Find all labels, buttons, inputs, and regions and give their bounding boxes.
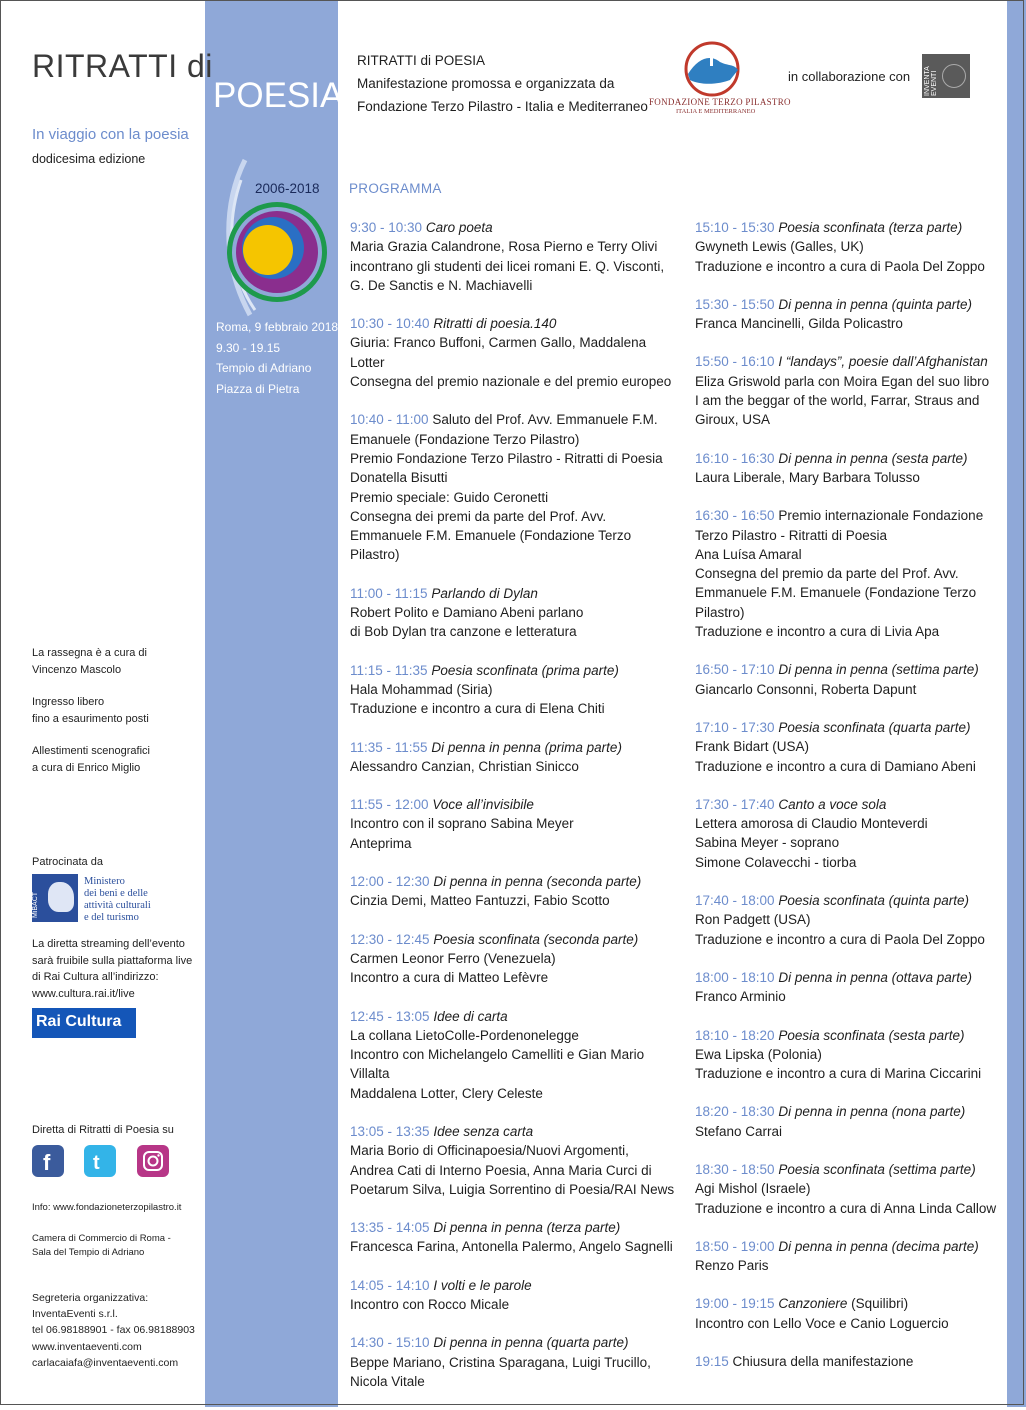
event-title: Canto a voce sola [778,796,887,812]
event-heading [695,1026,1000,1045]
event-heading [350,314,680,333]
event-heading [350,410,680,564]
event-details: Premio internazionale Fondazione Terzo Pilastro - Ritratti di Poesia Ana Luísa Amaral Consegna del premio da parte del Prof. Avv. Emmanuele F.M. Emanuele (Fondazione Terzo Pilastro) Traduzione e incontro a cura di Livia Apa [695,508,984,640]
inventa-logo-mark [942,64,966,88]
event-details: Incontro con il soprano Sabina Meyer Anteprima [350,816,574,851]
event-heading [695,218,1000,237]
years: 2006-2018 [255,181,320,196]
event-time: 18:20 - 18:30 [695,1104,775,1120]
streaming-link[interactable]: www.cultura.rai.it/live [32,987,135,1000]
event-details: Chiusura della manifestazione [728,1354,914,1370]
mibact-logo-text: MiBACT [32,891,39,918]
program-event [350,218,680,295]
event-time: 10:30 - 10:40 [350,316,430,332]
event-heading [350,661,680,680]
edition: dodicesima edizione [32,152,146,166]
event-title: Poesia sconfinata (terza parte) [778,220,963,235]
event-time: 16:10 - 16:30 [695,450,775,466]
event-heading [695,295,1000,314]
event-time: 19:00 - 19:15 [695,1296,775,1312]
event-time: 12:00 - 12:30 [350,874,430,890]
event-details: Maria Grazia Calandrone, Rosa Pierno e Terry Olivi incontrano gli studenti dei licei romani E. Q. Visconti, G. De Sanctis e N. Machiavelli [350,239,665,293]
event-title: Poesia sconfinata (quinta parte) [778,893,969,909]
program-event [350,795,680,853]
event-details: Giuria: Franco Buffoni, Carmen Gallo, Maddalena Lotter Consegna del premio nazionale e del premio europeo [350,335,672,390]
program-event [350,930,680,988]
secretariat-block [32,1290,195,1371]
event-time: 15:30 - 15:50 [695,296,775,312]
event-time: 19:15 [695,1354,729,1370]
promo-line: RITRATTI di POESIA [357,53,486,68]
event-heading [695,449,1000,468]
title-part1: RITRATTI di [32,48,213,84]
event-time: 15:10 - 15:30 [695,220,775,235]
event-heading [350,1333,680,1352]
mibact-line: attività culturali [84,900,151,911]
event-details: Ewa Lipska (Polonia) Traduzione e incontro a cura di Marina Ciccarini [695,1046,982,1082]
inventa-eventi-logo-icon [922,54,970,98]
patronage-label: Patrocinata da [32,856,103,868]
event-title: Di penna in penna (settima parte) [778,662,979,678]
secretariat-line: InventaEventi s.r.l. [32,1308,118,1321]
event-time: 17:30 - 17:40 [695,796,775,812]
event-time: 11:00 - 11:15 [350,585,428,601]
event-title: Di penna in penna (ottava parte) [778,969,972,985]
program-event [695,295,1000,334]
event-title: Poesia sconfinata (sesta parte) [778,1027,965,1043]
entry-line: Ingresso libero [32,696,105,708]
event-time: 15:50 - 16:10 [695,354,775,370]
event-details: Stefano Carrai [695,1123,783,1139]
program-event [695,218,1000,276]
event-heading [695,352,1000,371]
curator-block [32,645,147,678]
program-event [695,795,1000,872]
program-event [350,872,680,911]
event-heading [350,872,680,891]
event-details: Francesca Farina, Antonella Palermo, Angelo Sagnelli [350,1239,673,1255]
program-event [695,660,1000,699]
event-time: 13:05 - 13:35 [350,1123,430,1139]
program-label: PROGRAMMA [349,181,442,196]
program-column-1 [350,218,680,1410]
inventa-logo-text: INVENTA EVENTI [924,66,938,96]
event-heading [350,1122,680,1141]
event-title: Di penna in penna (prima parte) [431,739,622,755]
event-details: Franco Arminio [695,989,786,1005]
streaming-block [32,936,192,1002]
event-heading [350,584,680,603]
secretariat-link[interactable]: www.inventaeventi.com [32,1340,142,1353]
title-part2: POESIA [213,76,344,115]
program-event [695,891,1000,949]
event-heading [350,1276,680,1295]
event-details: Cinzia Demi, Matteo Fantuzzi, Fabio Scotto [350,893,610,909]
program-event [350,314,680,391]
program-event [350,1122,680,1199]
info-site[interactable]: Info: www.fondazioneterzopilastro.it [32,1202,182,1213]
event-details: Giancarlo Consonni, Roberta Dapunt [695,681,917,697]
promo-line: Manifestazione promossa e organizzata da [357,76,615,91]
event-details: Beppe Mariano, Cristina Sparagana, Luigi Trucillo, Nicola Vitale [350,1354,651,1389]
event-time: 12:30 - 12:45 [350,931,430,947]
event-heading [350,218,680,237]
program-event [695,968,1000,1007]
foundation-logo-icon [680,40,744,98]
secretariat-email[interactable]: carlacaiafa@inventaeventi.com [32,1356,179,1369]
venue-block [32,1232,171,1260]
scenography-line: Allestimenti scenografici [32,745,150,757]
collaboration-label: in collaborazione con [788,69,911,84]
event-heading [695,1102,1000,1121]
venue-line: Camera di Commercio di Roma - [32,1233,171,1244]
event-heading [695,968,1000,987]
mibact-logo-icon [32,874,78,922]
event-heading [695,1160,1000,1179]
program-event [350,1333,680,1391]
event-heading [695,891,1000,910]
event-title: Caro poeta [425,220,493,235]
event-hours: 9.30 - 19.15 [216,340,281,355]
event-title: Di penna in penna (decima parte) [778,1238,979,1254]
event-details: La collana LietoColle-Pordenonelegge Incontro con Michelangelo Camelliti e Gian Mario Villalta Maddalena Lotter, Clery Celeste [350,1027,645,1101]
program-event [350,661,680,719]
event-title: Poesia sconfinata (settima parte) [778,1161,976,1177]
event-title: Idee di carta [433,1008,508,1024]
event-details: Laura Liberale, Mary Barbara Tolusso [695,469,920,485]
event-time: 10:40 - 11:00 [350,412,429,428]
event-time: 18:10 - 18:20 [695,1027,775,1043]
event-heading [695,795,1000,814]
secretariat-line: Segreteria organizzativa: [32,1292,149,1304]
entry-block [32,694,149,727]
event-details: Lettera amorosa di Claudio Monteverdi Sabina Meyer - soprano Simone Colavecchi - tiorba [695,816,928,870]
facebook-icon[interactable] [32,1145,64,1177]
event-title: Canzoniere [778,1296,848,1312]
program-event [350,1218,680,1257]
event-time: 18:30 - 18:50 [695,1161,775,1177]
streaming-line: sarà fruibile sulla piattaforma live [32,954,193,967]
event-time: 18:00 - 18:10 [695,969,775,985]
event-title: Di penna in penna (nona parte) [778,1104,966,1120]
program-event [350,738,680,777]
event-title: Di penna in penna (sesta parte) [778,450,968,466]
event-title: Idee senza carta [433,1123,534,1139]
event-details: Incontro con Rocco Micale [350,1297,510,1313]
event-heading [350,1218,680,1237]
instagram-icon[interactable] [137,1145,169,1177]
event-details: (Squilibri) Incontro con Lello Voce e Canio Loguercio [695,1296,949,1331]
program-event [695,718,1000,776]
mibact-line: e del turismo [84,912,139,923]
event-title: Poesia sconfinata (seconda parte) [433,931,639,947]
subtitle: In viaggio con la poesia [32,126,189,143]
program-event [695,1294,1000,1333]
circles-logo-icon [225,200,330,305]
event-heading [350,1007,680,1026]
program-event [695,506,1000,641]
event-heading [350,795,680,814]
event-title: Poesia sconfinata (quarta parte) [778,719,971,735]
event-details: Gwyneth Lewis (Galles, UK) Traduzione e incontro a cura di Paola Del Zoppo [695,239,985,274]
event-details: Maria Borio di Officinapoesia/Nuovi Argomenti, Andrea Cati di Interno Poesia, Anna Maria Curci di Poetarum Silva, Luigia Sorrentino di Poesia/RAI News [350,1143,675,1197]
program-event [695,449,1000,488]
svg-text:f: f [43,1150,51,1175]
event-venue: Tempio di Adriano [216,361,312,375]
twitter-icon[interactable] [84,1145,116,1177]
event-title: Di penna in penna (quarta parte) [433,1335,629,1351]
event-time: 9:30 - 10:30 [350,220,423,235]
event-title: Ritratti di poesia.140 [433,316,557,332]
program-event [695,352,1000,429]
event-date: Roma, 9 febbraio 2018 [216,320,339,334]
scenography-block [32,743,150,776]
event-title: Di penna in penna (seconda parte) [433,874,642,890]
event-title: Poesia sconfinata (prima parte) [431,662,619,678]
svg-text:t: t [93,1152,101,1174]
event-time: 17:10 - 17:30 [695,719,775,735]
mibact-head-shape [48,882,74,912]
streaming-line: di Rai Cultura all’indirizzo: [32,971,159,983]
event-heading [350,930,680,949]
rai-cultura-logo [32,1008,140,1038]
program-event [695,1352,1000,1371]
promo-text [357,49,648,118]
social-icons [32,1145,185,1177]
event-square: Piazza di Pietra [216,381,300,396]
event-time: 14:05 - 14:10 [350,1277,430,1293]
event-details: Renzo Paris [695,1258,769,1274]
event-details: Carmen Leonor Ferro (Venezuela) Incontro a cura di Matteo Lefèvre [350,950,556,986]
event-details: Saluto del Prof. Avv. Emmanuele F.M. Emanuele (Fondazione Terzo Pilastro) Premio Fondazione Terzo Pilastro - Ritratti di Poesia Donatella Bisutti Premio speciale: Guido Ceronetti Consegna dei premi da parte del Prof. Avv. Emmanuele F.M. Emanuele (Fondazione Terzo Pilastro) [350,412,663,563]
program-column-2 [695,218,1000,1390]
event-time: 13:35 - 14:05 [350,1220,430,1236]
event-title: I “landays”, poesie dall’Afghanistan [778,354,988,370]
event-time: 16:50 - 17:10 [695,662,775,678]
foundation-name: FONDAZIONE TERZO PILASTRO [649,97,791,107]
event-time: 16:30 - 16:50 [695,508,775,524]
program-event [695,1160,1000,1218]
program-event [695,1102,1000,1141]
curator-name: Vincenzo Mascolo [32,663,122,676]
event-time: 11:55 - 12:00 [350,797,429,813]
event-title: Di penna in penna (quinta parte) [778,296,972,312]
program-event [350,1007,680,1103]
program-event [695,1237,1000,1276]
event-details: Alessandro Canzian, Christian Sinicco [350,758,579,774]
event-time: 12:45 - 13:05 [350,1008,430,1024]
event-title: I volti e le parole [433,1277,532,1293]
streaming-line: La diretta streaming dell’evento [32,938,185,950]
event-info [216,317,338,399]
event-details: Eliza Griswold parla con Moira Egan del suo libro I am the beggar of the world, Farrar, Straus and Giroux, USA [695,373,990,428]
venue-line: Sala del Tempio di Adriano [32,1247,145,1258]
event-time: 17:40 - 18:00 [695,893,775,909]
rai-logo-text: Rai Cultura [36,1013,122,1030]
secretariat-line: tel 06.98188901 - fax 06.98188903 [32,1324,195,1337]
foundation-subtitle: ITALIA E MEDITERRANEO [676,108,756,115]
event-details: Ron Padgett (USA) Traduzione e incontro a cura di Paola Del Zoppo [695,912,985,947]
program-event [350,1276,680,1315]
event-time: 11:35 - 11:55 [350,739,428,755]
event-title: Di penna in penna (terza parte) [433,1220,621,1236]
event-details: Frank Bidart (USA) Traduzione e incontro a cura di Damiano Abeni [695,739,976,774]
event-title: Parlando di Dylan [431,585,538,601]
event-details: Robert Polito e Damiano Abeni parlano di Bob Dylan tra canzone e letteratura [350,605,584,640]
event-details: Hala Mohammad (Siria) Traduzione e incontro a cura di Elena Chiti [350,681,605,717]
mibact-line: dei beni e delle [84,888,148,899]
mibact-line: Ministero [84,876,125,887]
program-event [695,1026,1000,1084]
event-heading [695,1237,1000,1256]
event-heading [695,506,1000,641]
event-time: 14:30 - 15:10 [350,1335,430,1351]
scenography-line: a cura di Enrico Miglio [32,761,141,774]
promo-line: Fondazione Terzo Pilastro - Italia e Mediterraneo [357,99,648,114]
event-details: Agi Mishol (Israele) Traduzione e incontro a cura di Anna Linda Callow [695,1181,997,1216]
event-heading [695,1352,1000,1371]
event-heading [695,660,1000,679]
curator-label: La rassegna è a cura di [32,647,147,659]
entry-line: fino a esaurimento posti [32,712,149,725]
event-time: 11:15 - 11:35 [350,662,428,678]
event-time: 18:50 - 19:00 [695,1238,775,1254]
mibact-text [84,876,151,924]
event-heading [695,1294,1000,1333]
program-event [350,584,680,642]
event-title: Voce all’invisibile [432,797,534,813]
event-heading [695,718,1000,737]
event-details: Franca Mancinelli, Gilda Policastro [695,316,903,332]
program-event [350,410,680,564]
social-label: Diretta di Ritratti di Poesia su [32,1124,174,1136]
event-heading [350,738,680,757]
